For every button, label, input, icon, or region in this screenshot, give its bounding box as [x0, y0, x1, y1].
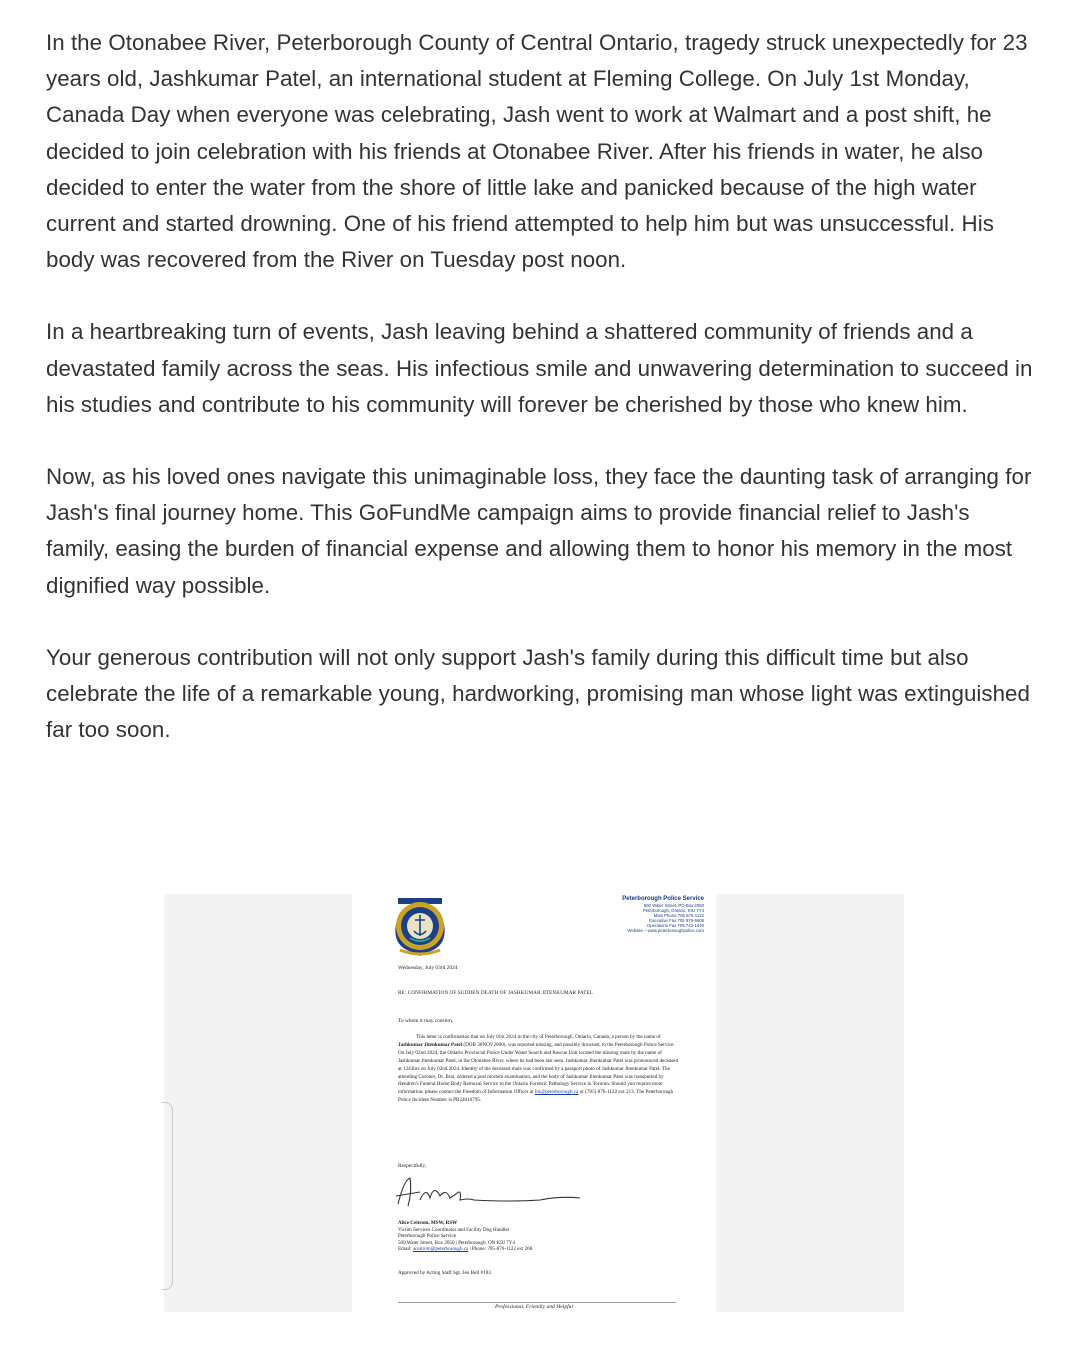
signature-block: [398, 1220, 532, 1253]
story-paragraph: Now, as his loved ones navigate this unimaginable loss, they face the daunting task of arranging for Jash's final journey home. This GoFundMe campaign aims to provide financial relief to Jash's family, easing the burden of financial expense and allowing them to honor his memory in the most dignified way possible.: [46, 464, 1032, 598]
handwritten-signature: [390, 1174, 590, 1214]
signer-email-link[interactable]: aceitrom@peterborough.ca: [412, 1246, 469, 1253]
org-website-line: Website – www.peterboroughpolice.com: [627, 928, 704, 933]
story-paragraph: Your generous contribution will not only support Jash's family during this difficult time but also celebrate the life of a remarkable young, hardworking, promising man whose light was extinguished far too soon.: [46, 644, 1030, 743]
org-phone-line: Main Phone 705 876-1122: [653, 913, 704, 918]
signer-contact: [398, 1246, 532, 1253]
letter-date: Wednesday, July 03rd 2024: [398, 965, 458, 971]
letter-closing: Respectfully,: [398, 1163, 427, 1169]
police-letter-image[interactable]: [352, 894, 716, 1312]
story-description: [46, 25, 1036, 784]
signer-phone: | Phone: 705-876-1122 ext 268: [468, 1246, 533, 1253]
approved-by: Approved by Acting Staff Sgt. Jen Bell #183: [398, 1270, 491, 1276]
signer-org: Peterborough Police Service: [398, 1233, 456, 1240]
signer-title: Victim Services Coordinator and Facility Dog Handler: [398, 1226, 510, 1233]
org-address-line: 500 Water Street, PO Box 2050: [643, 903, 704, 908]
letter-body-name: Jashkumar Jitenkumar Patel: [398, 1041, 463, 1048]
letter-body-text: or (705) 876-1122 ext 213. The Peterborough Police Incident Number is PB24016795.: [398, 1089, 674, 1104]
org-address-line: Peterborough, Ontario, K9J 7Y4: [642, 908, 704, 913]
story-paragraph: In a heartbreaking turn of events, Jash leaving behind a shattered community of friends and a devastated family across the seas. His infectious smile and unwavering determination to succeed in his studies and contribute to his community will forever be cherished by those who knew him.: [46, 319, 1033, 417]
gallery-right-panel: [716, 894, 904, 1312]
signer-name: Alice Ceitrom, MSW, RSW: [398, 1220, 458, 1226]
letter-greeting: To whom it may concern,: [398, 1018, 454, 1024]
letter-footer-motto: Professional, Friendly and Helpful: [494, 1304, 574, 1310]
gallery-previous-handle[interactable]: [162, 1102, 173, 1290]
image-gallery[interactable]: [164, 894, 904, 1312]
story-paragraph: In the Otonabee River, Peterborough County of Central Ontario, tragedy struck unexpectedly for 23 years old, Jashkumar Patel, an international student at Fleming College. On July 1st Monday, Canada Day when everyone was celebrating, Jash went to work at Walmart and a post shift, he decided to join celebration with his friends at Otonabee River. After his friends in water, he also decided to enter the water from the shore of little lake and panicked because of the high water current and started drowning. One of his friend attempted to help him but was unsuccessful. His body was recovered from the River on Tuesday post noon.: [46, 30, 1028, 273]
foi-email-link[interactable]: foi@peterborough.ca: [534, 1089, 579, 1096]
letter-body-text: This letter is confirmation that on July 01st 2024 in the city of Peterborough, Ontario, Canada, a person by the name of: [416, 1034, 661, 1040]
letter-body: [398, 1034, 680, 1105]
letterhead: [622, 896, 704, 933]
footer-divider: [398, 1302, 676, 1303]
gallery-left-panel: [164, 894, 352, 1312]
email-label: Email:: [398, 1246, 413, 1253]
police-crest-logo: [388, 894, 452, 958]
org-name: Peterborough Police Service: [622, 896, 704, 902]
org-fax-line: Operations Fax 705 743-1540: [646, 923, 704, 928]
letter-body-text: (DOB 30NOV2000), was reported missing, and possibly drowned, to the Peterborough Police Service. On July 02nd 2024, the Ontario Provincial Police Under Water Search and Rescue Unit located the missing male by the name of Jashkumar Jitenkumar Patel, in the Otonabee River, where he had been last seen. Jashkumar Jitenkumar Patel was pronounced deceased at 1243hrs on July 02nd 2024. Identity of the deceased male was confirmed by a passport photo of Jashkumar Jitenkumar Patel. The attending Coroner, Dr. Brar, ordered a post mortem examination, and the body of Jashkumar Jitenkumar Patel was transported by Hendren's Funeral Home Body Removal Service to the Ontario Forensic Pathology Service in Toronto. Should you require more information, please contact the Freedom of Information Officer at: [398, 1041, 679, 1096]
signer-address: 500 Water Street, Box 2050 | Peterborough, ON K9J 7Y4: [398, 1239, 515, 1246]
org-fax-line: Executive Fax 705 876-6605: [649, 918, 704, 923]
letter-subject: RE: CONFIRMATION OF SUDDEN DEATH OF JASHKUMAR JITENKUMAR PATEL: [398, 990, 594, 996]
